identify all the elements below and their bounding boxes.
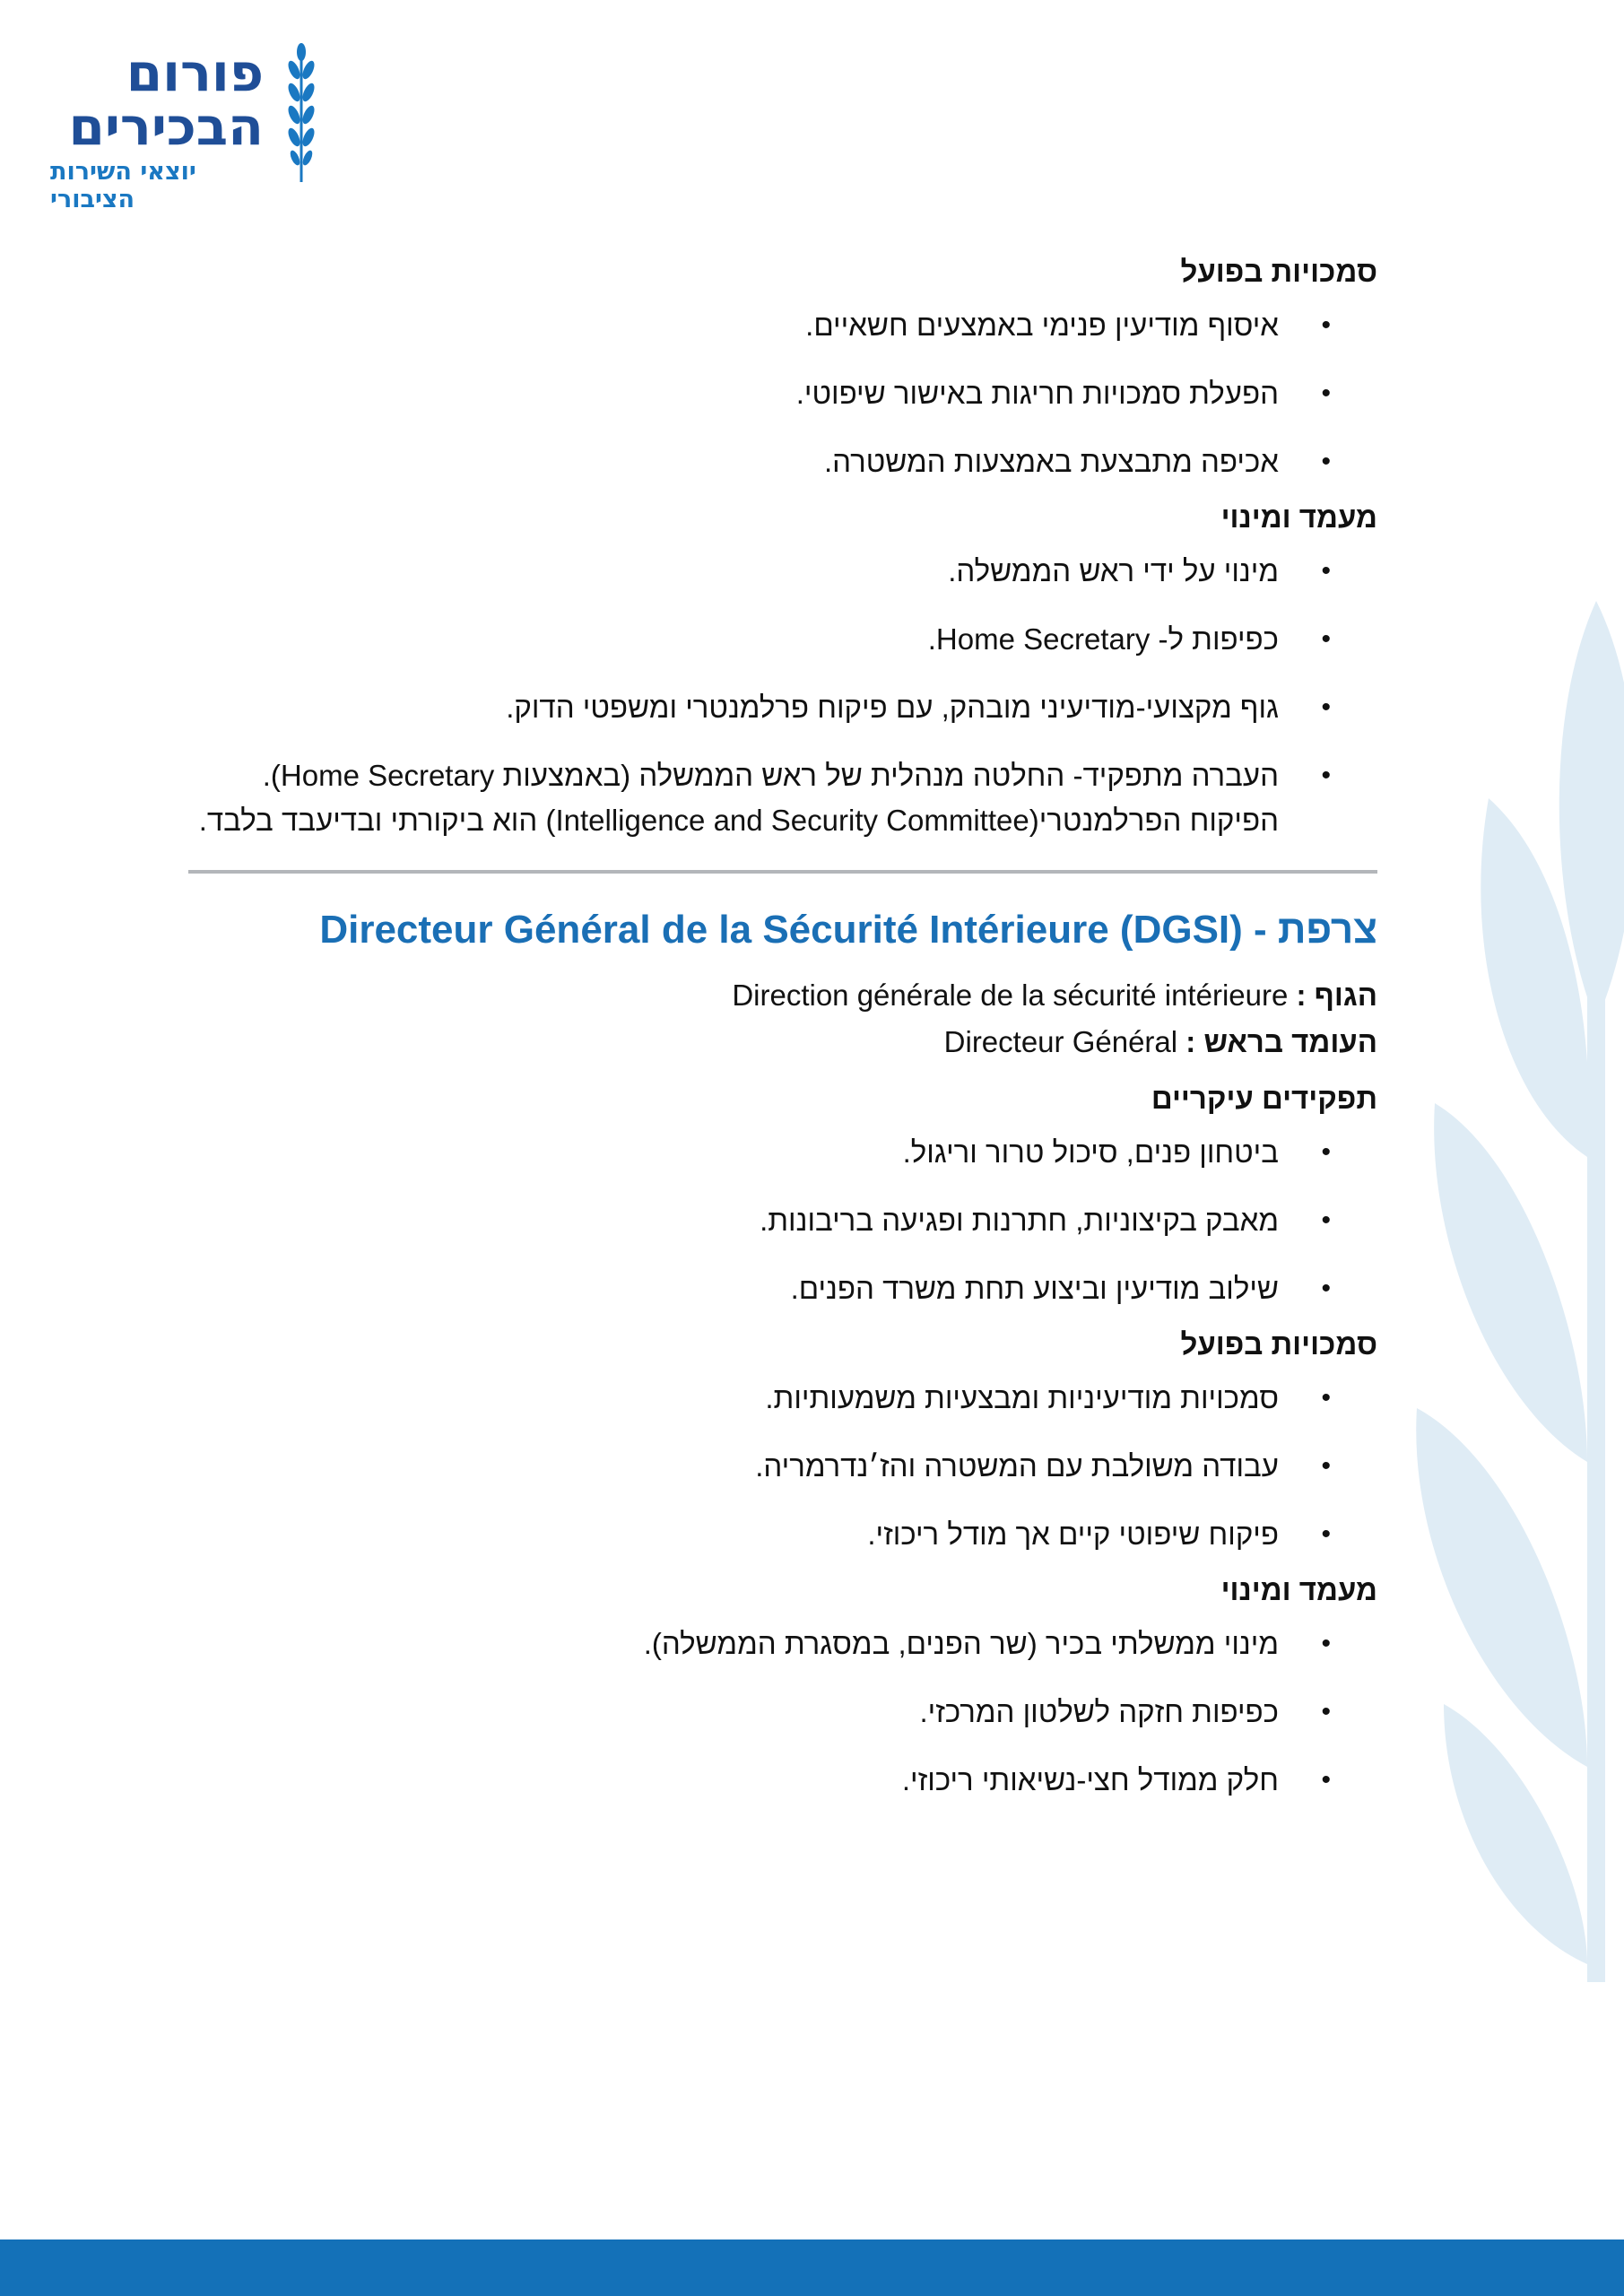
list-item: • עבודה משולבת עם המשטרה והז׳נדרמריה. bbox=[188, 1444, 1377, 1489]
list-item: • העברה מתפקיד- החלטה מנהלית של ראש הממשלה (באמצעות Home Secretary). הפיקוח הפרלמנטרי(Intelligence and Security Committee) הוא ביקורתי ובדיעבד בלבד. bbox=[188, 753, 1377, 843]
fr-roles-list bbox=[188, 1130, 1377, 1311]
logo-line-3: יוצאי השירות הציבורי bbox=[50, 158, 196, 213]
list-item: • מאבק בקיצוניות, חתרנות ופגיעה בריבונות. bbox=[188, 1198, 1377, 1243]
list-item: • ביטחון פנים, סיכול טרור וריגול. bbox=[188, 1130, 1377, 1175]
list-item: • אכיפה מתבצעת באמצעות המשטרה. bbox=[188, 439, 1377, 484]
uk-powers-heading: סמכויות בפועל bbox=[1180, 255, 1377, 288]
footer-bar bbox=[0, 2239, 1624, 2296]
logo-line-1: פורום bbox=[126, 42, 264, 103]
list-item: • מינוי על ידי ראש הממשלה. bbox=[188, 549, 1377, 594]
uk-powers-list bbox=[188, 303, 1377, 484]
section-divider bbox=[188, 870, 1377, 874]
list-item: • מינוי ממשלתי בכיר (שר הפנים, במסגרת הממשלה). bbox=[188, 1622, 1377, 1666]
forum-logo bbox=[50, 42, 319, 213]
uk-status-heading: מעמד ומינוי bbox=[1220, 500, 1377, 535]
document-content bbox=[188, 251, 1377, 1803]
list-item: • כפיפות ל- Home Secretary. bbox=[188, 617, 1377, 662]
list-item: • הפעלת סמכויות חריגות באישור שיפוטי. bbox=[188, 371, 1377, 416]
list-item: • איסוף מודיעין פנימי באמצעים חשאיים. bbox=[188, 303, 1377, 348]
body-label: הגוף : bbox=[1296, 978, 1377, 1012]
head-label: העומד בראש : bbox=[1185, 1024, 1377, 1058]
head-value: Directeur Général bbox=[943, 1024, 1178, 1058]
fr-powers-heading: סמכויות בפועל bbox=[1180, 1326, 1377, 1361]
list-item: • גוף מקצועי-מודיעיני מובהק, עם פיקוח פרלמנטרי ומשפטי הדוק. bbox=[188, 685, 1377, 730]
head-field bbox=[188, 1019, 1377, 1065]
fr-powers-list bbox=[188, 1376, 1377, 1557]
fr-roles-heading: תפקידים עיקריים bbox=[1151, 1081, 1377, 1115]
uk-status-list bbox=[188, 549, 1377, 843]
logo-line-2: הבכירים bbox=[68, 96, 264, 157]
list-item: • כפיפות חזקה לשלטון המרכזי. bbox=[188, 1690, 1377, 1735]
list-item: • חלק ממודל חצי-נשיאותי ריכוזי. bbox=[188, 1758, 1377, 1803]
list-item: • שילוב מודיעין וביצוע תחת משרד הפנים. bbox=[188, 1266, 1377, 1311]
body-value: Direction générale de la sécurité intérieure bbox=[732, 978, 1289, 1012]
wheat-icon bbox=[283, 43, 319, 187]
fr-status-list bbox=[188, 1622, 1377, 1803]
list-item: • פיקוח שיפוטי קיים אך מודל ריכוזי. bbox=[188, 1512, 1377, 1557]
france-title: צרפת - Directeur Général de la Sécurité Intérieure (DGSI) bbox=[319, 908, 1377, 952]
wheat-watermark-icon bbox=[1381, 601, 1624, 1982]
body-field bbox=[188, 972, 1377, 1019]
fr-status-heading: מעמד ומינוי bbox=[1220, 1572, 1377, 1606]
list-item: • סמכויות מודיעיניות ומבצעיות משמעותיות. bbox=[188, 1376, 1377, 1421]
